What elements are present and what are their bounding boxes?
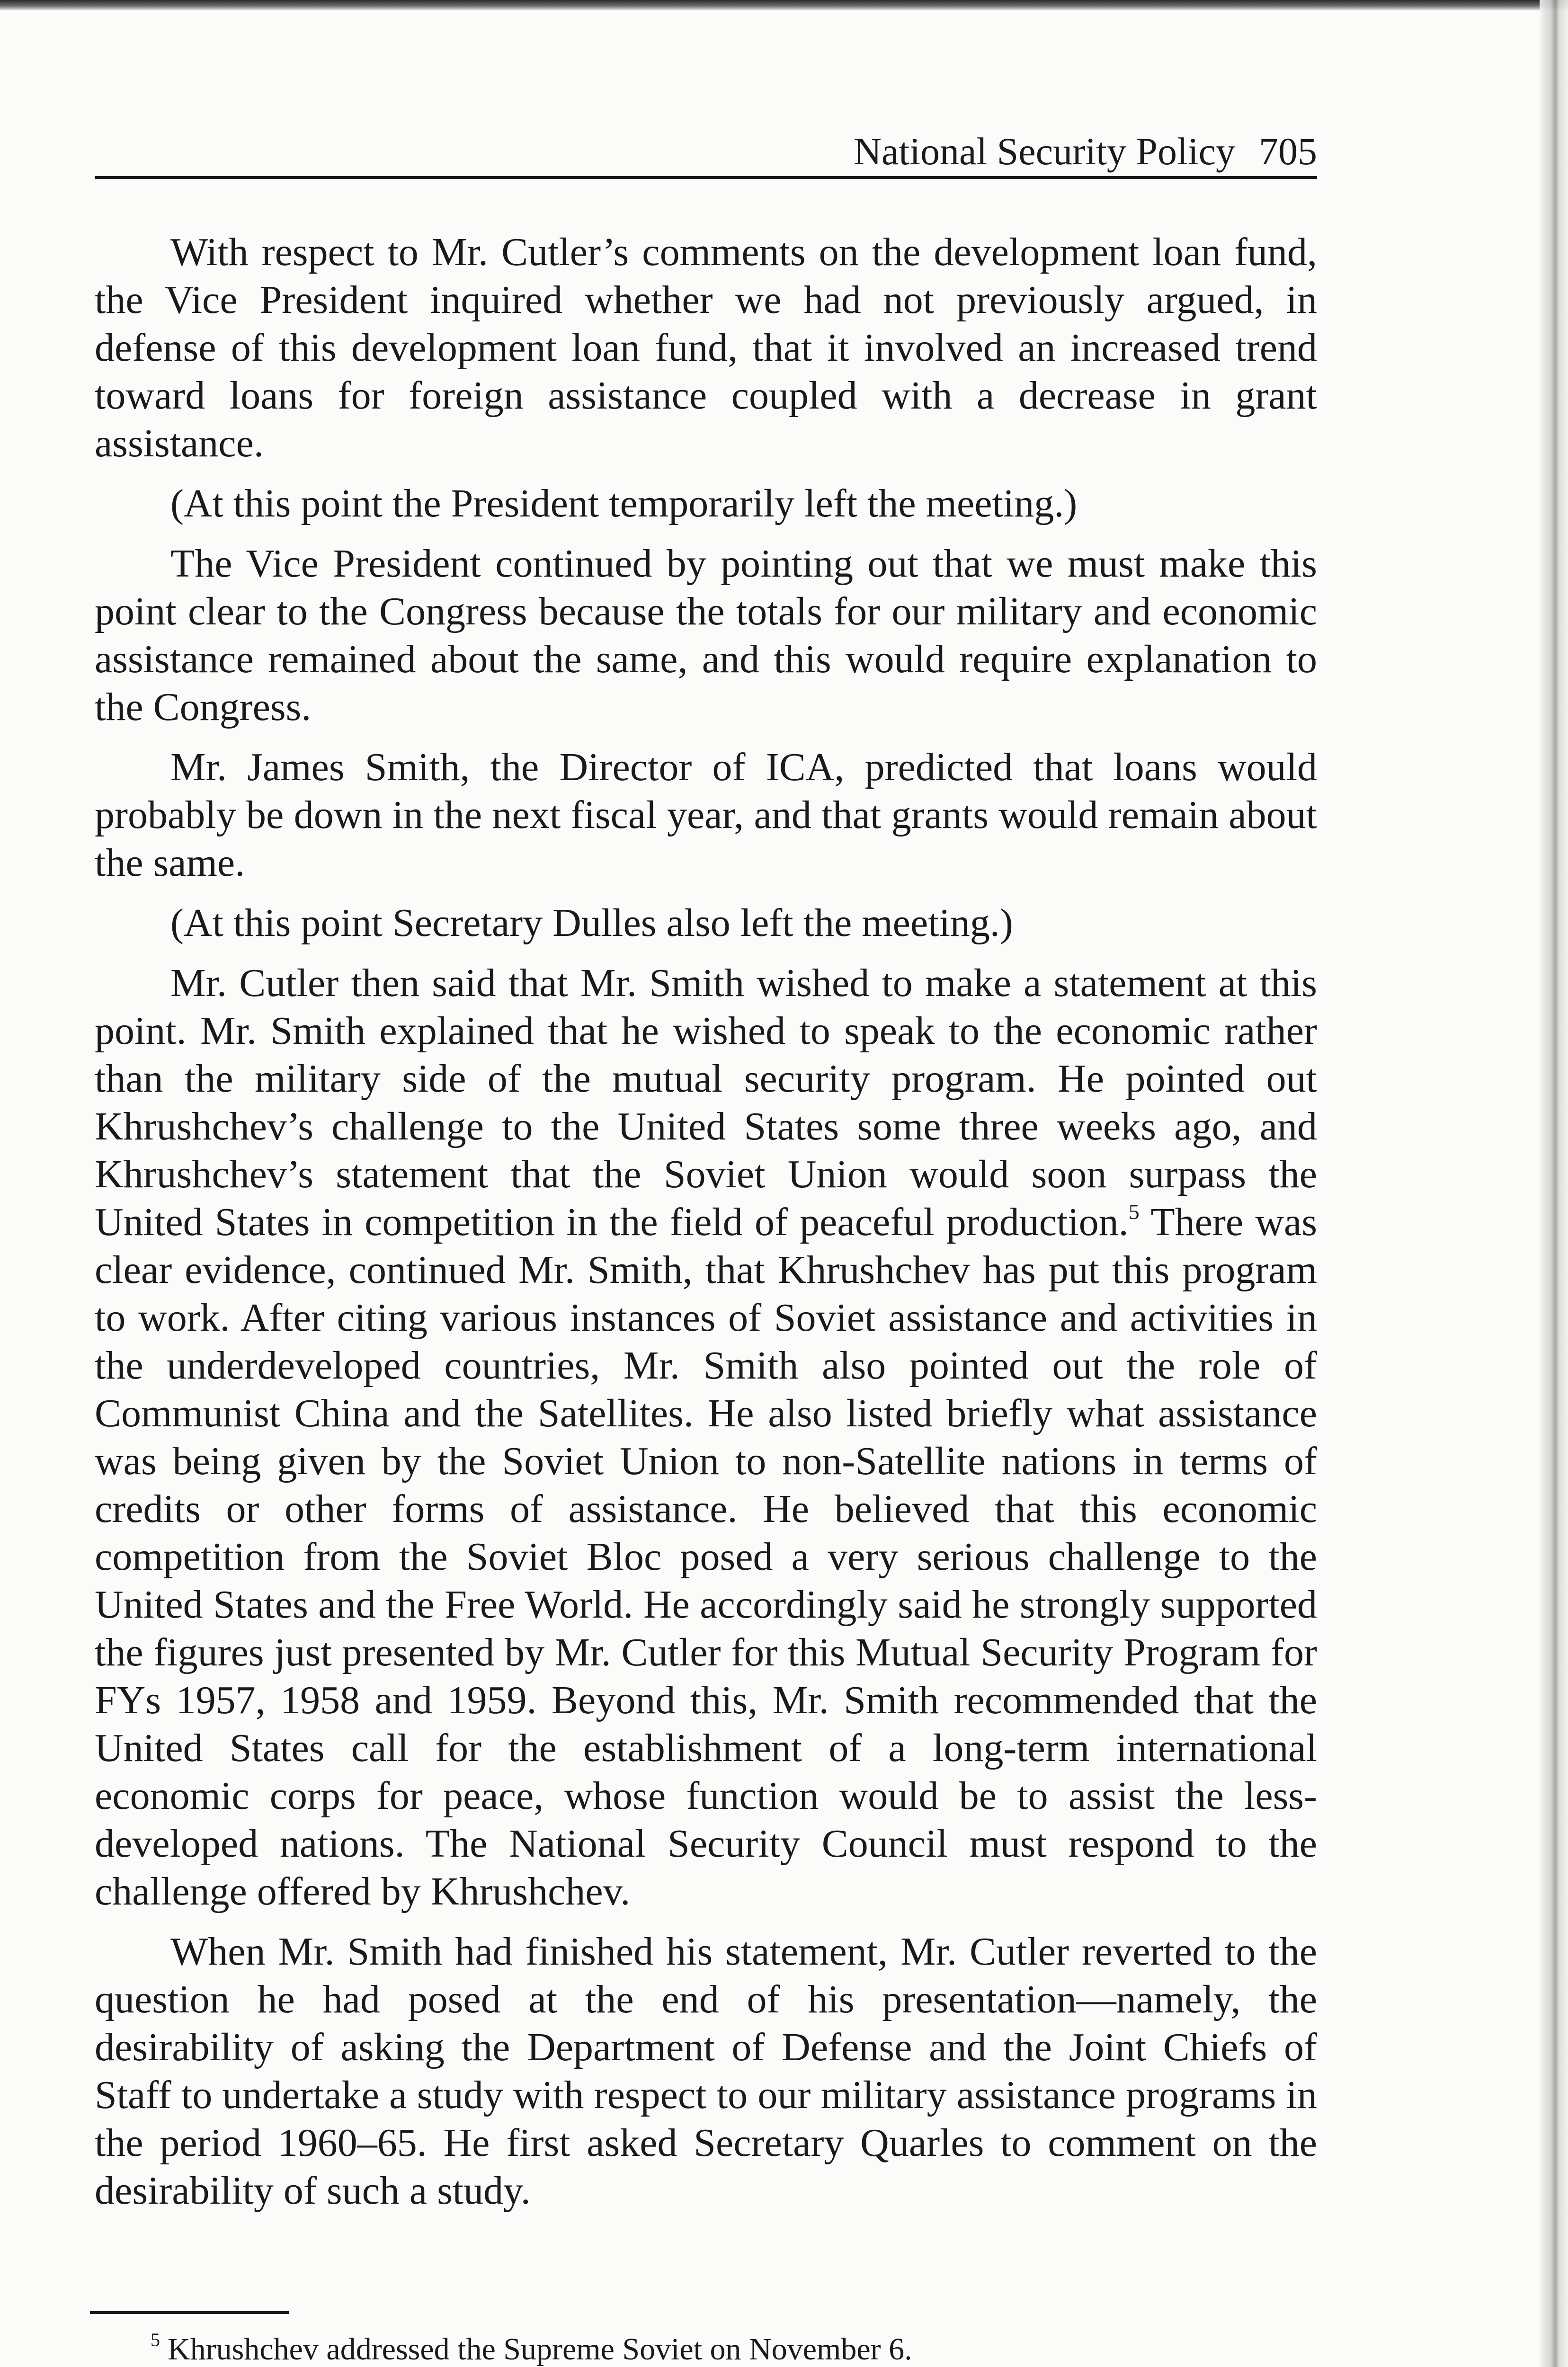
paragraph: (At this point Secretary Dulles also left the meeting.) [170,901,1013,945]
paragraph-text-part: Mr. Cutler then said that Mr. Smith wished to make a statement at this point. Mr. Smith explained that he wished to speak to the economic rather than the military side of the mutual security program. He pointed out Khrushchev’s challenge to the United States some three weeks ago, and Khrushchev’s statement that the Soviet Union would soon surpass the United States in competition in the field of peaceful production. [95,961,1317,1244]
footnote-marker: 5 [151,2329,160,2350]
footnote-divider [90,2311,289,2314]
body-text [95,228,1317,2215]
paragraph-text-part: There was clear evidence, continued Mr. Smith, that Khrushchev has put this program to work. After citing various instances of Soviet assistance and activities in the underdeveloped countries, Mr. Smith also pointed out the role of Communist China and the Satellites. He also listed briefly what assistance was being given by the Soviet Union to non-Satellite nations in terms of credits or other forms of assistance. He believed that this economic competition from the Soviet Bloc posed a very serious challenge to the United States and the Free World. He accordingly said he strongly supported the figures just presented by Mr. Cutler for this Mutual Security Program for FYs 1957, 1958 and 1959. Beyond this, Mr. Smith recommended that the United States call for the establishment of a long-term international economic corps for peace, whose function would be to assist the less-developed nations. The National Security Council must respond to the challenge offered by Khrushchev. [95,1200,1318,1913]
paragraph: When Mr. Smith had finished his statement, Mr. Cutler reverted to the question he had posed at the end of his presentation—namely, the desirability of asking the Department of Defense and the Joint Chiefs of Staff to undertake a study with respect to our military assistance programs in the period 1960–65. He first asked Secretary Quarles to comment on the desirability of such a study. [95,1930,1317,2213]
paragraph: Mr. James Smith, the Director of ICA, predicted that loans would probably be down in the next fiscal year, and that grants would remain about the same. [95,745,1317,885]
footnote-reference: 5 [1128,1200,1140,1224]
paragraph-with-footnote [95,959,1317,1915]
page-header [95,127,1317,179]
paragraph: The Vice President continued by pointing out that we must make this point clear to the Congress because the totals for our military and economic assistance remained about the same, and this would require explanation to the Congress. [95,542,1317,729]
paragraph: (At this point the President temporarily left the meeting.) [170,481,1078,525]
footnote [151,2328,1287,2367]
running-head [854,128,1317,175]
page-number: 705 [1259,130,1317,173]
page-gutter-edge [1540,0,1568,2367]
footnote-text: Khrushchev addressed the Supreme Soviet on November 6. [168,2332,912,2367]
page-top-edge [0,0,1568,10]
paragraph: With respect to Mr. Cutler’s comments on the development loan fund, the Vice President inquired whether we had not previously argued, in defense of this development loan fund, that it involved an increased trend toward loans for foreign assistance coupled with a decrease in grant assistance. [95,230,1317,465]
running-title: National Security Policy [853,130,1235,173]
